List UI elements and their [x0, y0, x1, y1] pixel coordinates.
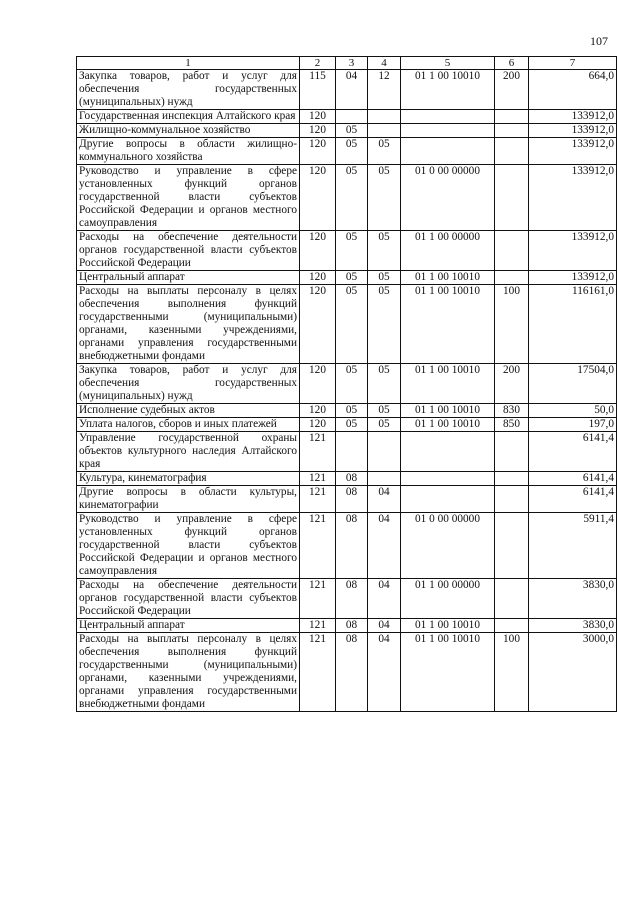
column-header: 2	[300, 57, 336, 70]
target-article-cell: 01 1 00 10010	[401, 404, 495, 418]
section-code-cell: 08	[336, 579, 368, 619]
ministry-code-cell: 120	[300, 138, 336, 165]
section-code-cell: 05	[336, 271, 368, 285]
row-name-cell: Расходы на выплаты персоналу в целях обеспечения выполнения функций государственными (муниципальными) органами, казенными учреждениями, органами управления государственными внебюджетными фондами	[77, 633, 300, 712]
table-row	[77, 138, 617, 165]
target-article-cell: 01 1 00 10010	[401, 418, 495, 432]
ministry-code-cell: 120	[300, 404, 336, 418]
ministry-code-cell: 121	[300, 579, 336, 619]
ministry-code-cell: 120	[300, 231, 336, 271]
amount-cell: 133912,0	[529, 231, 617, 271]
section-code-cell	[336, 432, 368, 472]
target-article-cell: 01 1 00 10010	[401, 633, 495, 712]
column-header: 3	[336, 57, 368, 70]
table-row	[77, 432, 617, 472]
ministry-code-cell: 120	[300, 110, 336, 124]
ministry-code-cell: 120	[300, 165, 336, 231]
table-row	[77, 619, 617, 633]
amount-cell: 17504,0	[529, 364, 617, 404]
table-row	[77, 579, 617, 619]
amount-cell: 3830,0	[529, 619, 617, 633]
target-article-cell: 01 1 00 10010	[401, 619, 495, 633]
amount-cell: 133912,0	[529, 165, 617, 231]
amount-cell: 6141,4	[529, 486, 617, 513]
row-name-cell: Расходы на обеспечение деятельности органов государственной власти субъектов Российской Федерации	[77, 579, 300, 619]
target-article-cell: 01 1 00 10010	[401, 271, 495, 285]
table-row	[77, 418, 617, 432]
table-row	[77, 110, 617, 124]
table-row	[77, 472, 617, 486]
ministry-code-cell: 120	[300, 271, 336, 285]
amount-cell: 133912,0	[529, 124, 617, 138]
subsection-code-cell: 05	[368, 231, 401, 271]
subsection-code-cell: 04	[368, 579, 401, 619]
amount-cell: 197,0	[529, 418, 617, 432]
table-row	[77, 364, 617, 404]
table-header-row	[77, 57, 617, 70]
expense-type-cell: 200	[495, 364, 529, 404]
section-code-cell: 08	[336, 472, 368, 486]
target-article-cell: 01 1 00 10010	[401, 70, 495, 110]
table-row	[77, 165, 617, 231]
expense-type-cell	[495, 432, 529, 472]
section-code-cell: 08	[336, 633, 368, 712]
row-name-cell: Закупка товаров, работ и услуг для обеспечения государственных (муниципальных) нужд	[77, 364, 300, 404]
expense-type-cell: 830	[495, 404, 529, 418]
row-name-cell: Другие вопросы в области культуры, кинематографии	[77, 486, 300, 513]
expense-type-cell	[495, 513, 529, 579]
subsection-code-cell	[368, 110, 401, 124]
subsection-code-cell: 05	[368, 404, 401, 418]
amount-cell: 133912,0	[529, 138, 617, 165]
expense-type-cell	[495, 231, 529, 271]
amount-cell: 3830,0	[529, 579, 617, 619]
expense-type-cell: 100	[495, 633, 529, 712]
row-name-cell: Руководство и управление в сфере установленных функций органов государственной власти субъектов Российской Федерации и органов местного самоуправления	[77, 513, 300, 579]
expense-type-cell	[495, 165, 529, 231]
amount-cell: 5911,4	[529, 513, 617, 579]
subsection-code-cell: 05	[368, 364, 401, 404]
subsection-code-cell: 05	[368, 138, 401, 165]
column-header: 7	[529, 57, 617, 70]
section-code-cell: 05	[336, 138, 368, 165]
subsection-code-cell: 05	[368, 165, 401, 231]
row-name-cell: Другие вопросы в области жилищно-коммунального хозяйства	[77, 138, 300, 165]
expense-type-cell: 850	[495, 418, 529, 432]
column-header: 1	[77, 57, 300, 70]
row-name-cell: Центральный аппарат	[77, 619, 300, 633]
ministry-code-cell: 115	[300, 70, 336, 110]
table-row	[77, 404, 617, 418]
table-row	[77, 271, 617, 285]
amount-cell: 50,0	[529, 404, 617, 418]
expense-type-cell	[495, 124, 529, 138]
section-code-cell: 04	[336, 70, 368, 110]
page-number: 107	[590, 34, 608, 48]
table-row	[77, 231, 617, 271]
target-article-cell: 01 1 00 10010	[401, 364, 495, 404]
section-code-cell: 05	[336, 231, 368, 271]
ministry-code-cell: 120	[300, 124, 336, 138]
section-code-cell: 05	[336, 364, 368, 404]
ministry-code-cell: 120	[300, 418, 336, 432]
subsection-code-cell	[368, 124, 401, 138]
row-name-cell: Жилищно-коммунальное хозяйство	[77, 124, 300, 138]
ministry-code-cell: 121	[300, 486, 336, 513]
target-article-cell: 01 0 00 00000	[401, 165, 495, 231]
section-code-cell: 05	[336, 124, 368, 138]
column-header: 5	[401, 57, 495, 70]
row-name-cell: Расходы на обеспечение деятельности органов государственной власти субъектов Российской Федерации	[77, 231, 300, 271]
amount-cell: 133912,0	[529, 110, 617, 124]
section-code-cell: 05	[336, 285, 368, 364]
row-name-cell: Управление государственной охраны объектов культурного наследия Алтайского края	[77, 432, 300, 472]
expense-type-cell	[495, 110, 529, 124]
row-name-cell: Центральный аппарат	[77, 271, 300, 285]
ministry-code-cell: 121	[300, 619, 336, 633]
section-code-cell: 08	[336, 486, 368, 513]
target-article-cell	[401, 486, 495, 513]
target-article-cell	[401, 138, 495, 165]
expense-type-cell: 200	[495, 70, 529, 110]
expense-type-cell	[495, 138, 529, 165]
column-header: 6	[495, 57, 529, 70]
table-row	[77, 486, 617, 513]
expense-type-cell	[495, 472, 529, 486]
subsection-code-cell: 05	[368, 285, 401, 364]
section-code-cell: 08	[336, 513, 368, 579]
target-article-cell	[401, 124, 495, 138]
target-article-cell: 01 0 00 00000	[401, 513, 495, 579]
subsection-code-cell: 04	[368, 513, 401, 579]
row-name-cell: Руководство и управление в сфере установленных функций органов государственной власти субъектов Российской Федерации и органов местного самоуправления	[77, 165, 300, 231]
row-name-cell: Исполнение судебных актов	[77, 404, 300, 418]
ministry-code-cell: 120	[300, 364, 336, 404]
amount-cell: 6141,4	[529, 432, 617, 472]
row-name-cell: Уплата налогов, сборов и иных платежей	[77, 418, 300, 432]
subsection-code-cell	[368, 432, 401, 472]
target-article-cell: 01 1 00 10010	[401, 285, 495, 364]
subsection-code-cell: 04	[368, 633, 401, 712]
subsection-code-cell	[368, 472, 401, 486]
row-name-cell: Закупка товаров, работ и услуг для обеспечения государственных (муниципальных) нужд	[77, 70, 300, 110]
ministry-code-cell: 120	[300, 285, 336, 364]
expense-type-cell	[495, 579, 529, 619]
expense-type-cell	[495, 271, 529, 285]
ministry-code-cell: 121	[300, 432, 336, 472]
amount-cell: 133912,0	[529, 271, 617, 285]
table-row	[77, 633, 617, 712]
subsection-code-cell: 04	[368, 619, 401, 633]
amount-cell: 664,0	[529, 70, 617, 110]
subsection-code-cell: 05	[368, 271, 401, 285]
section-code-cell: 05	[336, 404, 368, 418]
amount-cell: 116161,0	[529, 285, 617, 364]
target-article-cell	[401, 472, 495, 486]
section-code-cell: 05	[336, 165, 368, 231]
table-row	[77, 513, 617, 579]
target-article-cell: 01 1 00 00000	[401, 579, 495, 619]
row-name-cell: Культура, кинематография	[77, 472, 300, 486]
ministry-code-cell: 121	[300, 472, 336, 486]
table-row	[77, 124, 617, 138]
subsection-code-cell: 05	[368, 418, 401, 432]
subsection-code-cell: 04	[368, 486, 401, 513]
expense-type-cell	[495, 486, 529, 513]
table-row	[77, 70, 617, 110]
ministry-code-cell: 121	[300, 633, 336, 712]
column-header: 4	[368, 57, 401, 70]
budget-table	[76, 56, 617, 712]
subsection-code-cell: 12	[368, 70, 401, 110]
table-body	[77, 70, 617, 712]
expense-type-cell	[495, 619, 529, 633]
row-name-cell: Государственная инспекция Алтайского края	[77, 110, 300, 124]
amount-cell: 6141,4	[529, 472, 617, 486]
ministry-code-cell: 121	[300, 513, 336, 579]
section-code-cell: 05	[336, 418, 368, 432]
target-article-cell	[401, 432, 495, 472]
expense-type-cell: 100	[495, 285, 529, 364]
amount-cell: 3000,0	[529, 633, 617, 712]
target-article-cell	[401, 110, 495, 124]
target-article-cell: 01 1 00 00000	[401, 231, 495, 271]
table-row	[77, 285, 617, 364]
row-name-cell: Расходы на выплаты персоналу в целях обеспечения выполнения функций государственными (муниципальными) органами, казенными учреждениями, органами управления государственными внебюджетными фондами	[77, 285, 300, 364]
section-code-cell	[336, 110, 368, 124]
section-code-cell: 08	[336, 619, 368, 633]
